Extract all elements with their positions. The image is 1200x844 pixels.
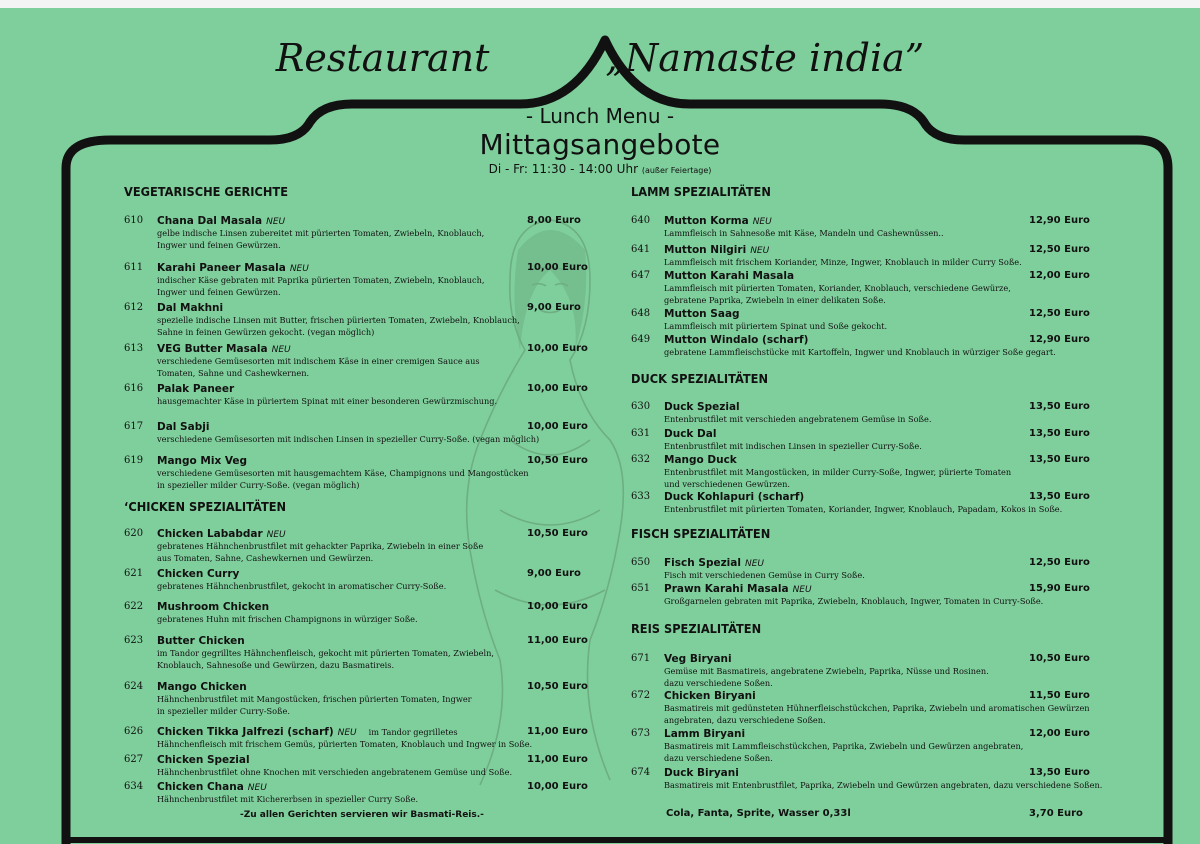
item-description: gebratenes Hähnchenbrustfilet mit gehackter Paprika, Zwiebeln in einer Soße [157, 541, 484, 551]
item-description: Lammfleisch mit püriertem Spinat und Soße gekocht. [664, 321, 888, 331]
item-price: 12,90 Euro [1029, 215, 1090, 226]
item-number: 651 [631, 583, 651, 594]
item-number: 627 [124, 754, 144, 765]
section-title: VEGETARISCHE GERICHTE [124, 185, 289, 199]
item-price: 12,50 Euro [1029, 308, 1090, 319]
item-name: Duck Spezial [664, 401, 740, 413]
restaurant-title [0, 36, 1200, 80]
section-title: DUCK SPEZIALITÄTEN [631, 372, 769, 386]
item-name: Chicken Lababdar NEU [157, 528, 286, 540]
item-number: 673 [631, 728, 651, 739]
item-price: 9,00 Euro [527, 302, 581, 313]
item-number: 671 [631, 653, 651, 664]
item-price: 10,00 Euro [527, 262, 588, 273]
item-number: 647 [631, 270, 651, 281]
item-name: Mutton Windalo (scharf) [664, 334, 809, 346]
item-name: Lamm Biryani [664, 728, 746, 740]
item-description: gelbe indische Linsen zubereitet mit pürierten Tomaten, Zwiebeln, Knoblauch, [157, 228, 485, 238]
new-badge: NEU [752, 217, 772, 227]
section-title: LAMM SPEZIALITÄTEN [631, 185, 771, 199]
item-description: spezielle indische Linsen mit Butter, frischen pürierten Tomaten, Zwiebeln, Knoblauch, [157, 315, 520, 325]
item-description: im Tandor gegrilltes Hähnchenfleisch, gekocht mit pürierten Tomaten, Zwiebeln, [157, 648, 494, 658]
item-name: Dal Makhni [157, 302, 224, 314]
item-price: 15,90 Euro [1029, 583, 1090, 594]
item-price: 11,50 Euro [1029, 690, 1090, 701]
item-name: Butter Chicken [157, 635, 245, 647]
item-price: 11,00 Euro [527, 726, 588, 737]
item-description: in spezieller milder Curry-Soße. [157, 705, 290, 716]
item-description: Entenbrustfilet mit pürierten Tomaten, Koriander, Ingwer, Knoblauch, Papadam, Kokos in Soße. [664, 504, 1063, 514]
item-description: Hähnchenbrustfilet mit Mangostücken, frischen pürierten Tomaten, Ingwer [157, 694, 472, 704]
item-description: verschiedene Gemüsesorten mit hausgemachtem Käse, Champignons und Mangostücken [157, 468, 529, 478]
item-name: Mutton Korma NEU [664, 215, 772, 227]
item-description: Entenbrustfilet mit verschieden angebratenem Gemüse in Soße. [664, 414, 932, 424]
item-number: 649 [631, 334, 651, 345]
item-name: Chicken Tikka Jalfrezi (scharf) NEU im Tandor gegrilletes [157, 726, 458, 738]
item-number: 650 [631, 557, 651, 568]
item-description: Fisch mit verschiedenen Gemüse in Curry Soße. [664, 570, 865, 580]
item-number: 633 [631, 491, 651, 502]
item-name: Duck Dal [664, 428, 717, 440]
item-number: 610 [124, 215, 144, 226]
item-name: Mango Duck [664, 454, 737, 466]
rice-footnote: -Zu allen Gerichten servieren wir Basmati-Reis.- [240, 810, 484, 820]
item-name: Mushroom Chicken [157, 601, 270, 613]
item-number: 630 [631, 401, 651, 412]
item-description: Entenbrustfilet mit Mangostücken, in milder Curry-Soße, Ingwer, pürierte Tomaten [664, 467, 1012, 477]
item-price: 10,00 Euro [527, 343, 588, 354]
item-name: Mango Chicken [157, 681, 247, 693]
section-title: REIS SPEZIALITÄTEN [631, 622, 762, 636]
item-name: Karahi Paneer Masala NEU [157, 262, 309, 274]
section-title: FISCH SPEZIALITÄTEN [631, 527, 771, 541]
item-price: 12,50 Euro [1029, 244, 1090, 255]
item-number: 631 [631, 428, 651, 439]
item-price: 11,00 Euro [527, 754, 588, 765]
restaurant-word: Restaurant [275, 36, 490, 80]
item-number: 611 [124, 262, 144, 273]
item-name: Prawn Karahi Masala NEU [664, 583, 812, 595]
item-price: 10,00 Euro [527, 601, 588, 612]
item-number: 672 [631, 690, 651, 701]
item-price: 10,50 Euro [527, 528, 588, 539]
item-number: 624 [124, 681, 144, 692]
item-price: 13,50 Euro [1029, 767, 1090, 778]
item-price: 10,50 Euro [527, 681, 588, 692]
item-number: 648 [631, 308, 651, 319]
restaurant-name: „Namaste india” [605, 36, 925, 80]
item-description: indischer Käse gebraten mit Paprika pürierten Tomaten, Zwiebeln, Knoblauch, [157, 275, 485, 285]
item-price: 10,50 Euro [527, 455, 588, 466]
item-number: 619 [124, 455, 144, 466]
item-price: 13,50 Euro [1029, 454, 1090, 465]
new-badge: NEU [247, 783, 267, 793]
item-price: 8,00 Euro [527, 215, 581, 226]
item-description: verschiedene Gemüsesorten mit indischem Käse in einer cremigen Sauce aus [157, 356, 480, 366]
new-badge: NEU [792, 585, 812, 595]
item-number: 613 [124, 343, 144, 354]
item-name: Duck Biryani [664, 767, 739, 779]
item-number: 640 [631, 215, 651, 226]
item-price: 11,00 Euro [527, 635, 588, 646]
item-price: 13,50 Euro [1029, 428, 1090, 439]
new-badge: NEU [750, 246, 770, 256]
item-number: 612 [124, 302, 144, 313]
item-name: Mutton Saag [664, 308, 740, 320]
item-description: gebratene Lammfleischstücke mit Kartoffeln, Ingwer und Knoblauch in würziger Soße gegart. [664, 347, 1056, 357]
item-description: in spezieller milder Curry-Soße. (vegan möglich) [157, 479, 360, 490]
item-description: hausgemachter Käse in püriertem Spinat mit einer besonderen Gewürzmischung. [157, 396, 498, 406]
item-description: Gemüse mit Basmatireis, angebratene Zwiebeln, Paprika, Nüsse und Rosinen. [664, 666, 989, 676]
item-price: 9,00 Euro [527, 568, 581, 579]
item-description: gebratenes Hähnchenbrustfilet, gekocht in aromatischer Curry-Soße. [157, 581, 447, 591]
new-badge: NEU [266, 530, 286, 540]
item-name: Veg Biryani [664, 653, 732, 665]
item-number: 620 [124, 528, 144, 539]
drinks-label: Cola, Fanta, Sprite, Wasser 0,33l [666, 808, 851, 819]
item-name: Chicken Spezial [157, 754, 250, 766]
item-name: Mutton Nilgiri NEU [664, 244, 770, 256]
item-description: Großgarnelen gebraten mit Paprika, Zwiebeln, Knoblauch, Ingwer, Tomaten in Curry-Soße. [664, 596, 1044, 606]
item-number: 674 [631, 767, 651, 778]
item-description: Ingwer und feinen Gewürzen. [157, 239, 281, 250]
item-number: 622 [124, 601, 144, 612]
item-name: Fisch Spezial NEU [664, 557, 764, 569]
item-price: 12,00 Euro [1029, 270, 1090, 281]
hours-note: (außer Feiertage) [641, 166, 712, 175]
item-number: 616 [124, 383, 144, 394]
item-inline-desc: im Tandor gegrilletes [368, 727, 458, 737]
item-name: Chicken Biryani [664, 690, 756, 702]
item-description: Ingwer und feinen Gewürzen. [157, 286, 281, 297]
item-number: 617 [124, 421, 144, 432]
section-title: ‘CHICKEN SPEZIALITÄTEN [124, 500, 287, 514]
item-name: Mutton Karahi Masala [664, 270, 795, 282]
item-description: Basmatireis mit Entenbrustfilet, Paprika, Zwiebeln und Gewürzen angebraten, dazu verschiedene Soßen. [664, 780, 1103, 790]
hours-text: Di - Fr: 11:30 - 14:00 Uhr [488, 162, 638, 176]
item-description: Hähnchenfleisch mit frischem Gemüs, pürierten Tomaten, Knoblauch und Ingwer in Soße. [157, 739, 533, 749]
item-price: 10,00 Euro [527, 781, 588, 792]
item-description: dazu verschiedene Soßen. [664, 677, 773, 688]
item-description: gebratene Paprika, Zwiebeln in einer delikaten Soße. [664, 294, 886, 305]
item-description: aus Tomaten, Sahne, Cashewkernen und Gewürzen. [157, 552, 374, 563]
item-name: Chicken Chana NEU [157, 781, 267, 793]
item-description: Basmatireis mit Lammfleischstückchen, Paprika, Zwiebeln und Gewürzen angebraten, [664, 741, 1024, 751]
item-price: 10,50 Euro [1029, 653, 1090, 664]
item-description: verschiedene Gemüsesorten mit indischen Linsen in spezieller Curry-Soße. (vegan möglich) [157, 434, 540, 444]
item-description: Lammfleisch mit frischem Koriander, Minze, Ingwer, Knoblauch in milder Curry Soße. [664, 257, 1022, 267]
item-description: Knoblauch, Sahnesoße und Gewürzen, dazu Basmatireis. [157, 659, 395, 670]
item-name: Dal Sabji [157, 421, 210, 433]
item-price: 10,00 Euro [527, 383, 588, 394]
item-price: 13,50 Euro [1029, 491, 1090, 502]
item-price: 12,00 Euro [1029, 728, 1090, 739]
item-number: 626 [124, 726, 144, 737]
item-description: und verschiedenen Gewürzen. [664, 478, 790, 489]
item-number: 641 [631, 244, 651, 255]
item-name: Chicken Curry [157, 568, 240, 580]
item-price: 12,90 Euro [1029, 334, 1090, 345]
opening-hours [0, 162, 1200, 176]
item-description: dazu verschiedene Soßen. [664, 752, 773, 763]
item-description: Sahne in feinen Gewürzen gekocht. (vegan möglich) [157, 326, 375, 337]
item-description: Lammfleisch mit pürierten Tomaten, Koriander, Knoblauch, verschiedene Gewürze, [664, 283, 1011, 293]
drinks-price: 3,70 Euro [1029, 808, 1083, 819]
item-description: Basmatireis mit gedünsteten Hühnerfleischstückchen, Paprika, Zwiebeln und aromatischen Gewürzen [664, 703, 1090, 713]
item-name: VEG Butter Masala NEU [157, 343, 291, 355]
lunch-menu-label: - Lunch Menu - [525, 104, 675, 128]
item-name: Palak Paneer [157, 383, 235, 395]
item-number: 623 [124, 635, 144, 646]
menu-title: Mittagsangebote [479, 128, 721, 161]
new-badge: NEU [337, 728, 357, 738]
item-description: angebraten, dazu verschiedene Soßen. [664, 714, 826, 725]
item-number: 634 [124, 781, 144, 792]
item-number: 632 [631, 454, 651, 465]
item-name: Chana Dal Masala NEU [157, 215, 286, 227]
new-badge: NEU [266, 217, 286, 227]
new-badge: NEU [744, 559, 764, 569]
item-price: 13,50 Euro [1029, 401, 1090, 412]
item-description: Tomaten, Sahne und Cashewkernen. [157, 367, 310, 378]
item-description: Hähnchenbrustfilet ohne Knochen mit verschieden angebratenem Gemüse und Soße. [157, 767, 513, 777]
item-description: Hähnchenbrustfilet mit Kichererbsen in spezieller Curry Soße. [157, 794, 419, 804]
new-badge: NEU [289, 264, 309, 274]
new-badge: NEU [271, 345, 291, 355]
item-price: 10,00 Euro [527, 421, 588, 432]
item-name: Duck Kohlapuri (scharf) [664, 491, 805, 503]
item-description: gebratenes Huhn mit frischen Champignons in würziger Soße. [157, 614, 418, 624]
item-price: 12,50 Euro [1029, 557, 1090, 568]
item-name: Mango Mix Veg [157, 455, 248, 467]
item-description: Lammfleisch in Sahnesoße mit Käse, Mandeln und Cashewnüssen.. [664, 228, 944, 238]
item-number: 621 [124, 568, 144, 579]
item-description: Entenbrustfilet mit indischen Linsen in spezieller Curry-Soße. [664, 441, 922, 451]
